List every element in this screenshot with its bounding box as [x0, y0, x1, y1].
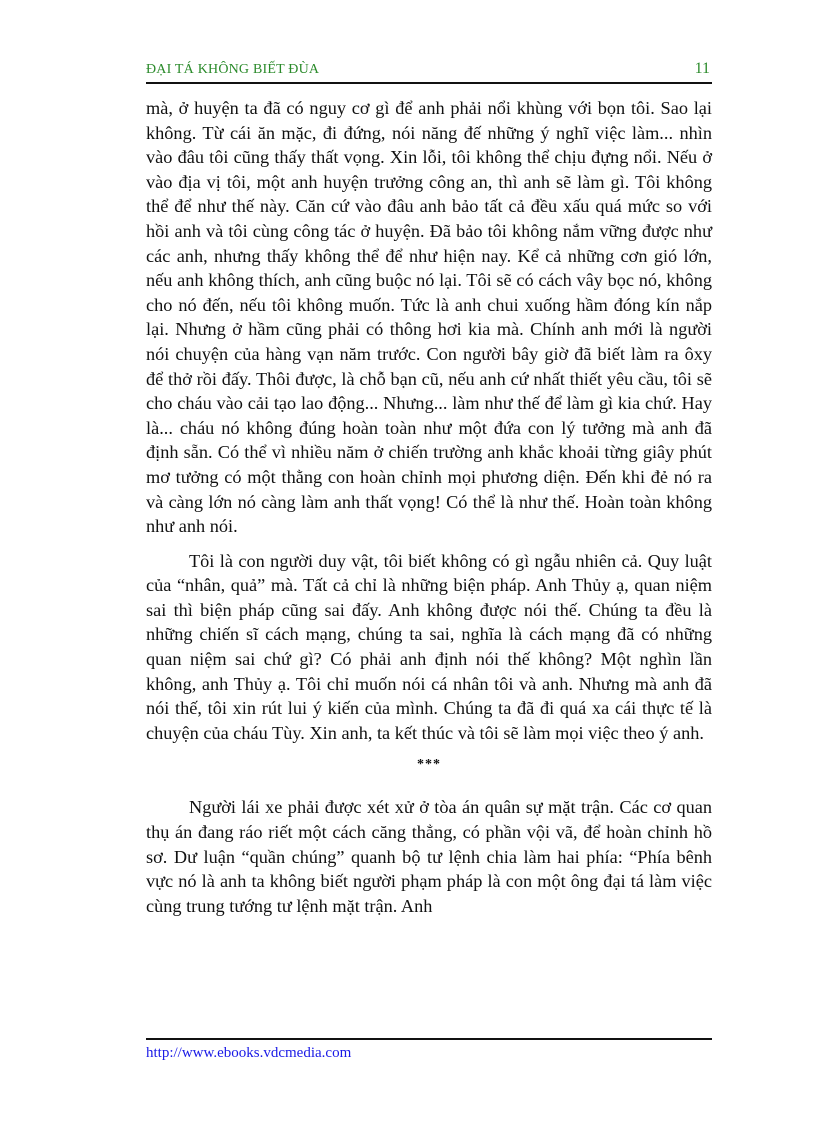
- book-title: ĐẠI TÁ KHÔNG BIẾT ĐÙA: [146, 62, 320, 77]
- source-link[interactable]: http://www.ebooks.vdcmedia.com: [146, 1045, 352, 1061]
- footer-divider: [146, 1038, 712, 1040]
- section-separator: ***: [417, 757, 441, 773]
- paragraph: Người lái xe phải được xét xử ở tòa án quân sự mặt trận. Các cơ quan thụ án đang ráo riết một cách căng thẳng, có phần vội vã, để hoàn chỉnh hồ sơ. Dư luận “quần chúng” quanh bộ tư lệnh chia làm hai phía: “Phía bênh vực nó là anh ta không biết người phạm pháp là con một ông đại tá làm việc cùng trung tướng tư lệnh mặt trận. Anh: [146, 797, 712, 916]
- page-number: 11: [694, 60, 710, 77]
- page-body: [146, 96, 712, 918]
- paragraph-continued: mà, ở huyện ta đã có nguy cơ gì để anh phải nổi khùng với bọn tôi. Sao lại không. Từ cái ăn mặc, đi đứng, nói năng đế những ý nghĩ việc làm... nhìn vào đâu tôi cũng thấy thất vọng. Xin lỗi, tôi không thể chịu đựng nổi. Nếu ở vào địa vị tôi, một anh huyện trưởng công an, thì anh sẽ làm gì. Tôi không thể để như thế này. Căn cứ vào đâu anh bảo tất cả đều xấu quá mức so với hồi anh và tôi cùng công tác ở huyện. Đã bảo tôi không nắm vững được như các anh, nhưng thấy không thể để như hiện nay. Kể cả những cơn gió lớn, nếu anh không thích, anh cũng buộc nó lại. Tôi sẽ có cách vây bọc nó, không cho nó đến, nếu tôi không muốn. Tức là anh chui xuống hầm đóng kín nắp lại. Nhưng ở hầm cũng phải có thông hơi kia mà. Chính anh mới là người nói chuyện của hàng vạn năm trước. Con người bây giờ đã biết làm ra ôxy để thở rồi đấy. Thôi được, là chỗ bạn cũ, nếu anh cứ nhất thiết yêu cầu, tôi sẽ cho cháu vào cải tạo lao động... Nhưng... làm như thế để làm gì kia chứ. Hay là... cháu nó không đúng hoàn toàn như một đứa con lý tưởng mà anh đã định sẵn. Có thể vì nhiều năm ở chiến trường anh khắc khoải từng giây phút mơ tưởng có một thằng con hoàn chỉnh mọi phương diện. Đến khi đẻ nó ra và càng lớn nó càng làm anh thất vọng! Có thể là như thế. Hoàn toàn không như anh nói.: [146, 98, 712, 537]
- running-header: [146, 62, 712, 84]
- paragraph: Tôi là con người duy vật, tôi biết không có gì ngẫu nhiên cả. Quy luật của “nhân, quả” mà. Tất cả chỉ là những biện pháp. Anh Thủy ạ, quan niệm sai thì biện pháp cũng sai đấy. Anh không được nói thế. Chúng ta đều là những chiến sĩ cách mạng, chúng ta sai, nghĩa là cách mạng đã có những quan niệm sai chứ gì? Có phải anh định nói thế không? Một nghìn lần không, anh Thủy ạ. Tôi chỉ muốn nói cá nhân tôi và anh. Nhưng mà anh đã nói thế, tôi xin rút lui ý kiến của mình. Chúng ta đã đi quá xa cái thực tế là chuyện của cháu Tùy. Xin anh, ta kết thúc và tôi sẽ làm mọi việc theo ý anh.: [146, 550, 712, 743]
